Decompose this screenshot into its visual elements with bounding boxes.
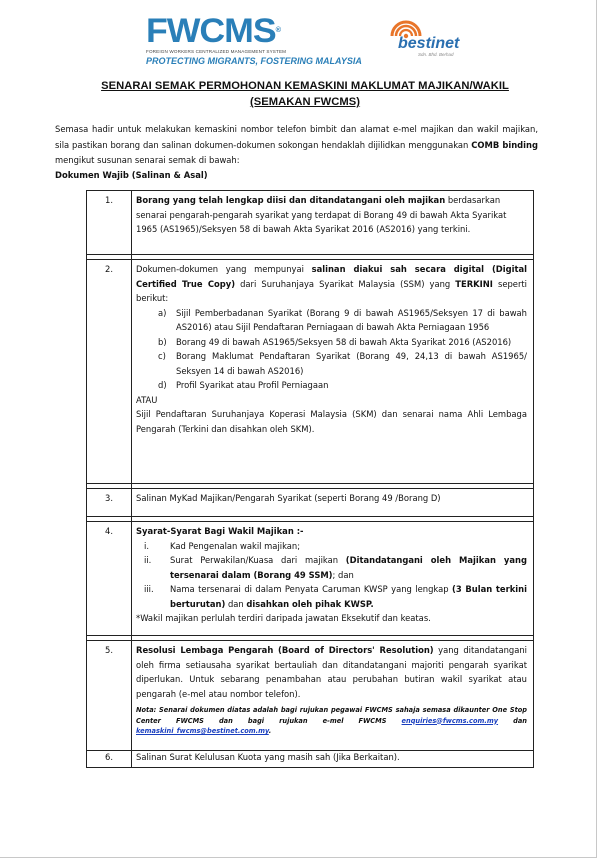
bestinet-logo [376, 14, 476, 68]
row-content [132, 522, 534, 636]
checklist-row-2 [87, 260, 534, 484]
row-number: 6. [87, 751, 132, 768]
bestinet-logo-wordmark: bestinet [398, 35, 460, 52]
row-number: 3. [87, 489, 132, 517]
note: Nota: Senarai dokumen diatas adalah bagi rujukan pegawai FWCMS sahaja semasa dikaunter One Stop Center FWCMS dan bagi rujukan e-mel FWCMS enquiries@fwcms.com.my dan kemaskini_fwcms@bestinet.com.my. [136, 706, 527, 735]
row-content: Dokumen-dokumen yang mempunyai salinan diakui sah secara digital (Digital Certified True Copy) dari Suruhanjaya Syarikat Malaysia (SSM) yang TERKINI seperti berikut: a) Sijil Pemberbadanan Syarikat (Borang 9 di bawah AS1965/Seksyen 17 di bawah AS2016) atau Sijil Pendaftaran Perniagaan di bawah Akta Perniagaan 1956 b) Borang 49 di bawah AS1965/Seksyen 58 di bawah Akta Syarikat 2016 (AS2016) c) Borang Maklumat Pendaftaran Syarikat (Borang 49, 24,13 di bawah AS1965/ Seksyen 14 di bawah AS2016) d) Profil Syarikat atau Profil Perniagaan ATAU Sijil Pendaftaran Suruhanjaya Koperasi Malaysia (SKM) dan senarai nama Ahli Lembaga Pengarah (Terkini dan disahkan oleh SKM). [132, 260, 534, 484]
skm-text: Sijil Pendaftaran Suruhanjaya Koperasi Malaysia (SKM) dan senarai nama Ahli Lembaga Pengarah (Terkini dan disahkan oleh SKM). [136, 409, 527, 434]
row-content: Salinan MyKad Majikan/Pengarah Syarikat (seperti Borang 49 /Borang D) [132, 489, 534, 517]
row-content: Salinan Surat Kelulusan Kuota yang masih sah (Jika Berkaitan). [132, 751, 534, 768]
row-number: 4. [87, 522, 132, 636]
sub-list [136, 539, 527, 612]
list-item: a) Sijil Pemberbadanan Syarikat (Borang 9 di bawah AS1965/Seksyen 17 di bawah AS2016) atau Sijil Pendaftaran Perniagaan di bawah Akta Perniagaan 1956 [158, 307, 527, 332]
fwcms-logo-tagline: PROTECTING MIGRANTS, FOSTERING MALAYSIA [146, 56, 362, 66]
row-content: Borang yang telah lengkap diisi dan ditandatangani oleh majikan berdasarkan senarai pengarah-pengarah syarikat yang terdapat di Borang 49 di bawah Akta Syarikat 1965 (AS1965)/Seksyen 58 di bawah Akta Syarikat 2016 (AS2016) yang terkini. [132, 191, 534, 255]
row-content: Resolusi Lembaga Pengarah (Board of Directors' Resolution) yang ditandatangani oleh firma setiausaha syarikat bertauliah dan ditandatangani majoriti pengarah syarikat diperlukan. Untuk sebarang penambahan atau perubahan butiran wakil syarikat atau pengarah (e-mel atau nombor telefon). Nota: Senarai dokumen diatas adalah bagi rujukan pegawai FWCMS sahaja semasa dikaunter One Stop Center FWCMS dan bagi rujukan e-mel FWCMS enquiries@fwcms.com.my dan kemaskini_fwcms@bestinet.com.my. [132, 641, 534, 751]
checklist-row-5 [87, 641, 534, 751]
page-title-line1: SENARAI SEMAK PERMOHONAN KEMASKINI MAKLUMAT MAJIKAN/WAKIL [101, 80, 509, 92]
row-number: 1. [87, 191, 132, 255]
row-number: 5. [87, 641, 132, 751]
list-item: i. Kad Pengenalan wakil majikan; [144, 540, 301, 551]
list-item: iii. Nama tersenarai di dalam Penyata Caruman KWSP yang lengkap (3 Bulan terkini berturutan) dan disahkan oleh pihak KWSP. [144, 584, 528, 609]
checklist-row-6 [87, 751, 534, 768]
checklist-row-3 [87, 489, 534, 517]
checklist-table [86, 190, 534, 768]
list-item: b) Borang 49 di bawah AS1965/Seksyen 58 di bawah Akta Syarikat 2016 (AS2016) [158, 336, 512, 347]
list-item: ii. Surat Perwakilan/Kuasa dari majikan (Ditandatangani oleh Majikan yang tersenarai dalam (Borang 49 SSM); dan [144, 555, 527, 580]
list-item: d) Profil Syarikat atau Profil Perniagaan [158, 380, 329, 390]
row-number: 2. [87, 260, 132, 484]
bestinet-logo-subtitle: Sdn. Bhd. Berhad [418, 52, 454, 57]
checklist-row-1 [87, 191, 534, 255]
intro-paragraph: Semasa hadir untuk melakukan kemaskini nombor telefon bimbit dan alamat e-mel majikan dan wakil majikan, sila pastikan borang dan salinan dokumen-dokumen sokongan hendaklah dijilidkan menggunakan COMB binding mengikut susunan senarai semak di bawah: [55, 124, 538, 165]
footnote: *Wakil majikan perlulah terdiri daripada jawatan Eksekutif dan keatas. [136, 613, 431, 623]
sub-list [136, 306, 527, 393]
checklist-row-4 [87, 522, 534, 636]
fwcms-logo [146, 12, 362, 66]
fwcms-logo-wordmark: FWCMS® [146, 12, 280, 50]
section-heading: Dokumen Wajib (Salinan & Asal) [55, 170, 208, 180]
email-link-enquiries[interactable]: enquiries@fwcms.com.my [401, 716, 499, 725]
list-item: c) Borang Maklumat Pendaftaran Syarikat (Borang 49, 24,13 di bawah AS1965/ Seksyen 14 di bawah AS2016) [158, 351, 527, 376]
page-title-line2: (SEMAKAN FWCMS) [249, 96, 361, 108]
email-link-kemaskini[interactable]: kemaskini_fwcms@bestinet.com.my [136, 727, 269, 735]
row-heading: Syarat-Syarat Bagi Wakil Majikan :- [136, 526, 304, 536]
fwcms-logo-subtitle: FOREIGN WORKERS CENTRALIZED MANAGEMENT SYSTEM [146, 49, 287, 54]
atau-label: ATAU [136, 394, 158, 405]
